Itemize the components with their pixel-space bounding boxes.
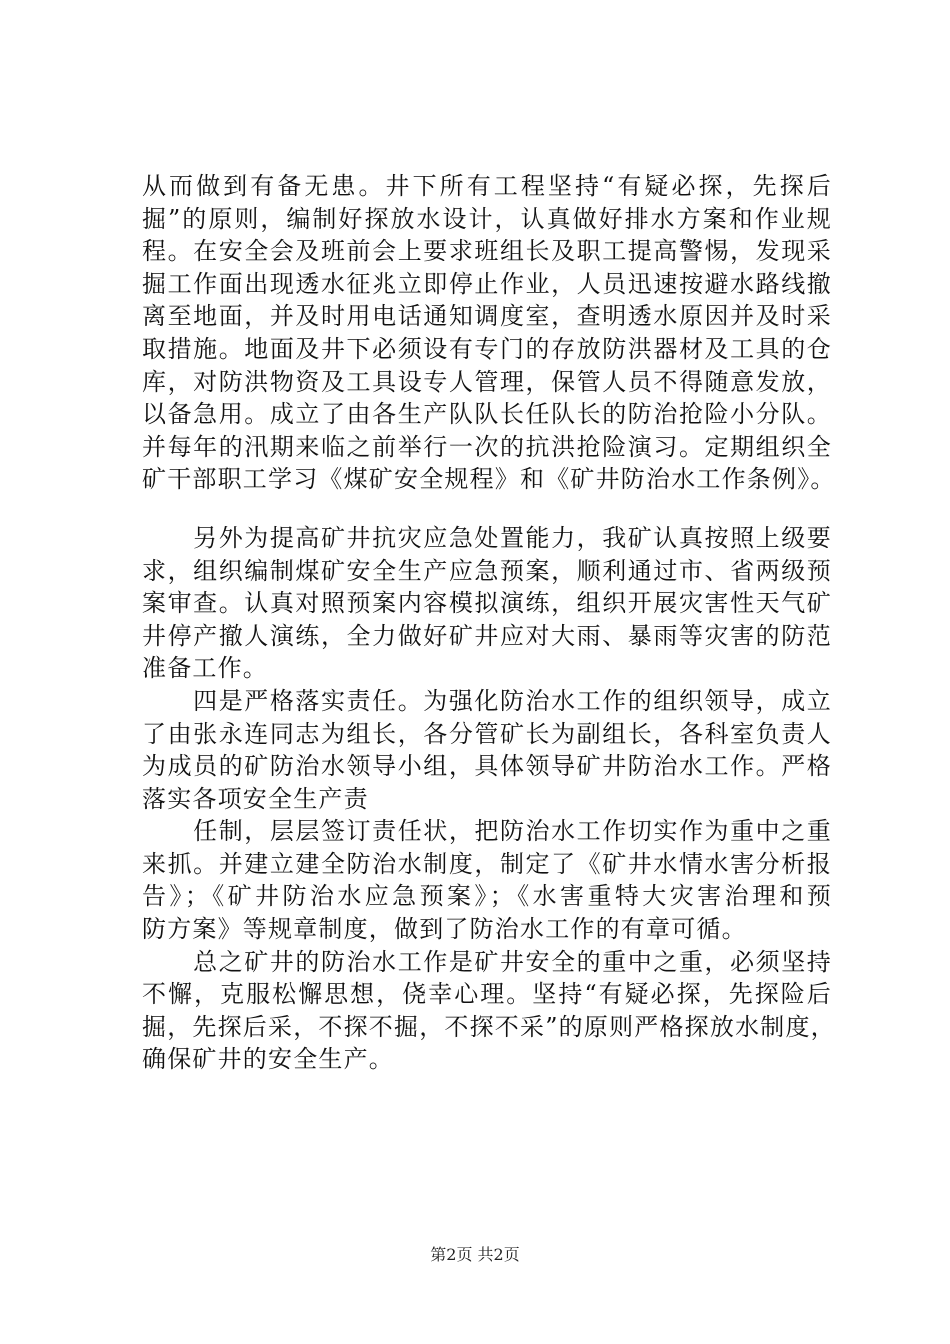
text-line: 来抓。并建立建全防治水制度，制定了《矿井水情水害分析报 xyxy=(142,849,832,878)
text-line: 总之矿井的防治水工作是矿井安全的重中之重，必须坚持 xyxy=(142,947,832,976)
text-line: 准备工作。 xyxy=(142,654,268,683)
text-line: 案审查。认真对照预案内容模拟演练，组织开展灾害性天气矿 xyxy=(142,589,832,618)
text-line: 掘工作面出现透水征兆立即停止作业，人员迅速按避水路线撤 xyxy=(142,269,832,298)
text-line: 四是严格落实责任。为强化防治水工作的组织领导，成立 xyxy=(142,686,832,715)
text-line: 井停产撤人演练，全力做好矿井应对大雨、暴雨等灾害的防范 xyxy=(142,621,832,650)
text-line: 离至地面，并及时用电话通知调度室，查明透水原因并及时采 xyxy=(142,302,832,331)
paragraph-block-2 xyxy=(142,522,836,1076)
text-line: 求，组织编制煤矿安全生产应急预案，顺利通过市、省两级预 xyxy=(142,556,832,585)
text-line: 掘”的原则，编制好探放水设计，认真做好排水方案和作业规 xyxy=(142,204,832,233)
text-line: 为成员的矿防治水领导小组，具体领导矿井防治水工作。严格 xyxy=(142,752,832,781)
text-line: 任制，层层签订责任状，把防治水工作切实作为重中之重 xyxy=(142,817,832,846)
text-line: 告》；《矿井防治水应急预案》；《水害重特大灾害治理和预 xyxy=(142,882,832,911)
text-line: 库，对防洪物资及工具设专人管理，保管人员不得随意发放， xyxy=(142,367,832,396)
text-line: 防方案》等规章制度，做到了防治水工作的有章可循。 xyxy=(142,915,747,944)
text-line: 另外为提高矿井抗灾应急处置能力，我矿认真按照上级要 xyxy=(142,523,832,552)
text-line: 不懈，克服松懈思想，侥幸心理。坚持“有疑必探，先探险后 xyxy=(142,980,832,1009)
text-line: 确保矿井的安全生产。 xyxy=(142,1045,394,1074)
text-line: 矿干部职工学习《煤矿安全规程》和《矿井防治水工作条例》。 xyxy=(142,465,836,494)
document-body xyxy=(142,170,836,1076)
text-line: 并每年的汛期来临之前举行一次的抗洪抢险演习。定期组织全 xyxy=(142,432,832,461)
text-line: 掘，先探后采，不探不掘，不探不采”的原则严格探放水制度， xyxy=(142,1012,836,1041)
paragraph-spacer xyxy=(142,496,832,522)
paragraph-block-1 xyxy=(142,170,836,496)
text-line: 程。在安全会及班前会上要求班组长及职工提高警惕，发现采 xyxy=(142,237,832,266)
page-number-footer: 第2页 共2页 xyxy=(430,1245,520,1264)
text-line: 取措施。地面及井下必须设有专门的存放防洪器材及工具的仓 xyxy=(142,334,832,363)
text-line: 落实各项安全生产责 xyxy=(142,784,369,813)
text-line: 从而做到有备无患。井下所有工程坚持“有疑必探，先探后 xyxy=(142,172,832,200)
text-line: 了由张永连同志为组长，各分管矿长为副组长，各科室负责人 xyxy=(142,719,832,748)
text-line: 以备急用。成立了由各生产队队长任队长的防治抢险小分队。 xyxy=(142,400,832,429)
